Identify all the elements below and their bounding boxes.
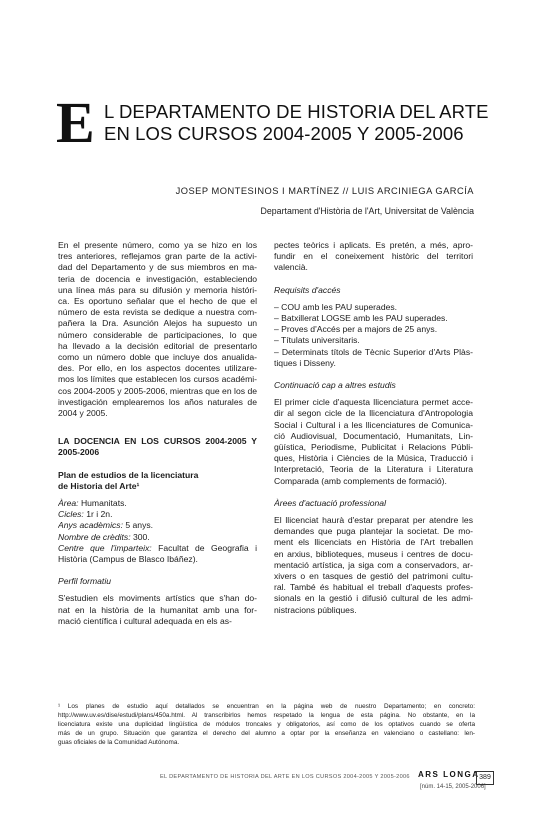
continuacio-heading: Continuació cap a altres estudis [274, 380, 396, 391]
affiliation: Departament d'Història de l'Art, Universitat de València [260, 206, 474, 216]
authors: JOSEP MONTESINOS I MARTÍNEZ // LUIS ARCINIEGA GARCÍA [175, 186, 474, 196]
page-number: 389 [476, 771, 494, 785]
text-line: El llicenciat haurà d'estar preparat per atendre les [274, 515, 473, 526]
text-line: nat en la història de la humanitat amb una for- [58, 604, 257, 615]
text-line: güística, Periodisme, Publicitat i Relacions Públi- [274, 442, 473, 453]
running-title: EL DEPARTAMENTO DE HISTORIA DEL ARTE EN LOS CURSOS 2004-2005 Y 2005-2006 [160, 774, 410, 780]
text-line: ció Audiovisual, Documentació, Humanitats, Lin- [274, 430, 473, 441]
text-line: S'estudien els moviments artístics que s'han do- [58, 593, 257, 604]
text-line: sionals en la gestió i difusió cultural de les admi- [274, 593, 473, 604]
text-line: des. Por ello, en los aspectos docentes utilizare- [58, 363, 257, 374]
text-line: ques, Història i Ciències de la Música, Traducció i [274, 453, 473, 464]
footnote-line: ¹ Los planes de estudio aquí detallados se encuentran en la página web de nuestro Departamento; en concreto: [58, 703, 475, 710]
text-line: demandes que puga plantejar la societat. De mo- [274, 526, 473, 537]
footnote-line: guas oficiales de la Comunidad Autónoma. [58, 739, 180, 746]
title-line-2: EN LOS CURSOS 2004-2005 Y 2005-2006 [104, 123, 464, 144]
text-line: En el presente número, como ya se hizo en los [58, 240, 257, 250]
section-heading-line: LA DOCENCIA EN LOS CURSOS 2004-2005 Y [58, 436, 257, 447]
text-line: una línea más para su difusión y memoria históri- [58, 284, 257, 295]
text-line: cos 2004-2005 y 2005-2006, mientras que en los de [58, 385, 257, 396]
requisit-item: – Proves d'Accés per a majors de 25 anys. [274, 324, 438, 335]
requisit-item: – Títulats universitaris. [274, 335, 360, 346]
text-line: investigación emplearemos los años naturales de [58, 396, 257, 407]
footnote-line[interactable]: http://www.uv.es/dise/estudi/plans/450a.html. Al transcribirlos hemos respetado la lengua de esta página. No obstante, en la [58, 712, 475, 719]
section-heading [58, 436, 257, 458]
text-line: dad del Departamento y de sus miembros en ma- [58, 262, 257, 273]
text-line: como un número doble que incluye dos anualida- [58, 352, 257, 363]
detail-centre: Centre que l'imparteix: Facultat de Geografia i [58, 542, 257, 553]
continuacio-paragraph [274, 397, 473, 487]
plan-heading [58, 470, 257, 492]
text-line: tres anteriores, reflejamos gran parte de la activi- [58, 251, 257, 262]
text-line: número considerable de participaciones, lo que [58, 329, 257, 340]
arees-paragraph [274, 515, 473, 616]
detail-anys: Anys acadèmics: 5 anys. [58, 520, 154, 531]
detail-cicles: Cicles: 1r i 2n. [58, 509, 113, 520]
requisit-item: – COU amb les PAU superades. [274, 301, 398, 312]
text-line: nistracions públiques. [274, 604, 357, 615]
requisits-list [274, 302, 473, 369]
detail-centre-2: Història (Campus de Blasco Ibáñez). [58, 554, 198, 565]
text-line: pectes teòrics i aplicats. Es pretén, a més, apro- [274, 240, 473, 250]
detail-area: Àrea: Humanitats. [58, 498, 127, 509]
text-line: ral. També és habitual el treball d'aquests profes- [274, 582, 473, 593]
footnote-line: licenciatura existe una duplicidad lingüística de módulos troncales y obligatorios, así como de los optativos cuando se oferta [58, 721, 475, 728]
text-line: dir al segon cicle de la llicenciatura d'Antropologia [274, 408, 473, 419]
arees-heading: Àrees d'actuació professional [274, 497, 386, 508]
requisits-heading: Requisits d'accés [274, 284, 341, 295]
text-line: mació científica i cultural adequada en els as- [58, 615, 232, 626]
plan-heading-line: Plan de estudios de la licenciatura [58, 469, 199, 480]
section-heading-line: 2005-2006 [58, 447, 100, 458]
text-line: El primer cicle d'aquesta llicenciatura permet acce- [274, 397, 473, 408]
text-line: ment els llicenciats en Història de l'Art treballen [274, 537, 473, 548]
text-line: ha llevado a la decisión editorial de presentarlo [58, 340, 257, 351]
text-line: fundir en el coneixement històric del territori [274, 251, 473, 262]
plan-heading-line: de Historia del Arte¹ [58, 480, 140, 491]
requisit-item: tiques i Disseny. [274, 357, 336, 368]
requisit-item: – Determinats títols de Tècnic Superior d'Arts Plàs- [274, 346, 473, 357]
continuation-paragraph [274, 240, 473, 274]
text-line: 2004 y 2005. [58, 408, 108, 419]
journal-logo: ARS LONGA [418, 770, 480, 779]
text-line: Interpretació, Teoria de la Literatura i Literatura [274, 464, 473, 475]
left-column [58, 240, 257, 627]
text-line: número de esta revista se dedique a nuestra com- [58, 307, 257, 318]
text-line: Social i Cultural i a les llicenciatures de Comunica- [274, 419, 473, 430]
detail-credits: Nombre de crèdits: 300. [58, 531, 150, 542]
text-line: pañera la Dra. Asunción Alejos ha supuesto un [58, 318, 257, 329]
requisit-item: – Batxillerat LOGSE amb les PAU superades. [274, 313, 448, 324]
text-line: Comparada (amb complements de formació). [274, 475, 447, 486]
intro-paragraph [58, 240, 257, 419]
footnote [58, 702, 475, 747]
text-line: xivers o en tasques de gestió del patrimoni cultu- [274, 571, 473, 582]
text-line: en arxius, biblioteques, museus i centres de docu- [274, 548, 473, 559]
text-line: teria de docencia e investigación, estableciendo [58, 273, 257, 284]
perfil-paragraph [58, 593, 257, 627]
title-line-1: L DEPARTAMENTO DE HISTORIA DEL ARTE [104, 101, 489, 122]
text-line: mos los límites que establecen los cursos académi- [58, 374, 257, 385]
right-column [274, 240, 473, 616]
text-line: valencià. [274, 262, 308, 273]
text-line: mentació artística, ja siga com a conservadors, ar- [274, 559, 473, 570]
study-details [58, 498, 257, 565]
perfil-heading: Perfil formatiu [58, 576, 112, 587]
footnote-line: más de un grupo. Situación que garantiza el derecho del alumno a optar por la enseñanza en valenciano o castellano: len- [58, 730, 475, 737]
drop-cap: E [56, 90, 95, 155]
issue-number: [núm. 14-15, 2005-2006] [420, 784, 486, 790]
text-line: ca. Es oportuno señalar que el hecho de que el [58, 296, 257, 307]
article-title [104, 101, 524, 145]
